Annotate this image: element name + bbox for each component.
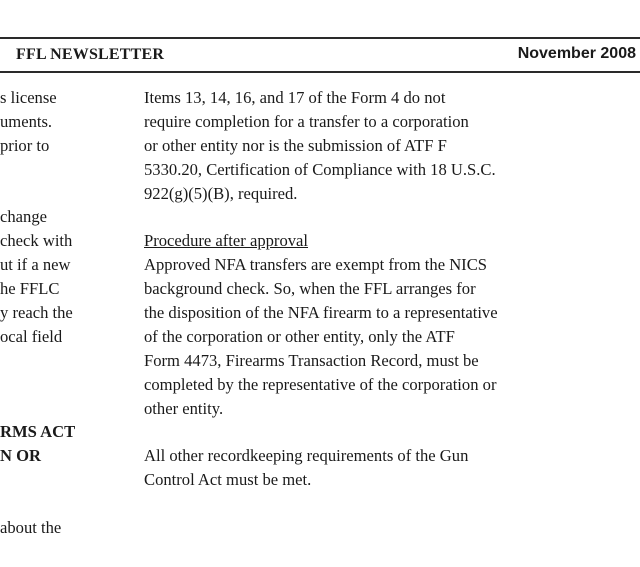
- left-heading-line: N OR: [0, 446, 42, 466]
- paragraph-1-line: 5330.20, Certification of Compliance with 18 U.S.C.: [144, 159, 496, 179]
- paragraph-2-line: Form 4473, Firearms Transaction Record, must be: [144, 350, 479, 370]
- paragraph-3-line: Control Act must be met.: [144, 470, 312, 490]
- spacer: [144, 205, 498, 229]
- paragraph-1-line: Items 13, 14, 16, and 17 of the Form 4 do not: [144, 88, 446, 107]
- spacer: [144, 420, 498, 444]
- header-top-rule: [0, 37, 640, 39]
- left-line: [0, 397, 75, 421]
- paragraph-1-line: require completion for a transfer to a corporation: [144, 111, 469, 131]
- paragraph-2-line: completed by the representative of the corporation or: [144, 374, 497, 394]
- paragraph-2-line: background check. So, when the FFL arranges for: [144, 279, 476, 299]
- left-line: [0, 349, 75, 373]
- paragraph-1-line: or other entity nor is the submission of ATF F: [144, 135, 447, 155]
- paragraph-2-line: Approved NFA transfers are exempt from the NICS: [144, 255, 488, 275]
- left-line: uments.: [0, 111, 53, 131]
- left-line: [0, 468, 75, 492]
- left-line: change: [0, 207, 47, 227]
- left-line: [0, 373, 75, 397]
- section-heading: [144, 229, 498, 253]
- left-column-text: [0, 86, 75, 540]
- left-line: ocal field: [0, 326, 63, 346]
- paragraph-2-line: the disposition of the NFA firearm to a representative: [144, 303, 498, 323]
- left-line: about the: [0, 518, 62, 538]
- procedure-heading: Procedure after approval: [144, 231, 309, 251]
- header-bottom-rule: [0, 71, 640, 73]
- left-line: s license: [0, 88, 57, 107]
- newsletter-title: FFL NEWSLETTER: [16, 46, 165, 63]
- left-heading-line: RMS ACT: [0, 422, 76, 442]
- right-column-text: [144, 86, 498, 492]
- left-line: y reach the: [0, 303, 73, 323]
- issue-date: November 2008: [517, 45, 636, 62]
- paragraph-3-line: All other recordkeeping requirements of the Gun: [144, 446, 469, 466]
- paragraph-2-line: of the corporation or other entity, only the ATF: [144, 326, 455, 346]
- left-line: prior to: [0, 135, 50, 155]
- left-line: [0, 492, 75, 516]
- paragraph-2-line: other entity.: [144, 398, 224, 418]
- left-line: [0, 158, 75, 182]
- left-line: check with: [0, 231, 73, 251]
- paragraph-1-line: 922(g)(5)(B), required.: [144, 183, 298, 203]
- left-line: ut if a new: [0, 255, 71, 275]
- left-line: he FFLC: [0, 279, 60, 299]
- left-line: [0, 182, 75, 206]
